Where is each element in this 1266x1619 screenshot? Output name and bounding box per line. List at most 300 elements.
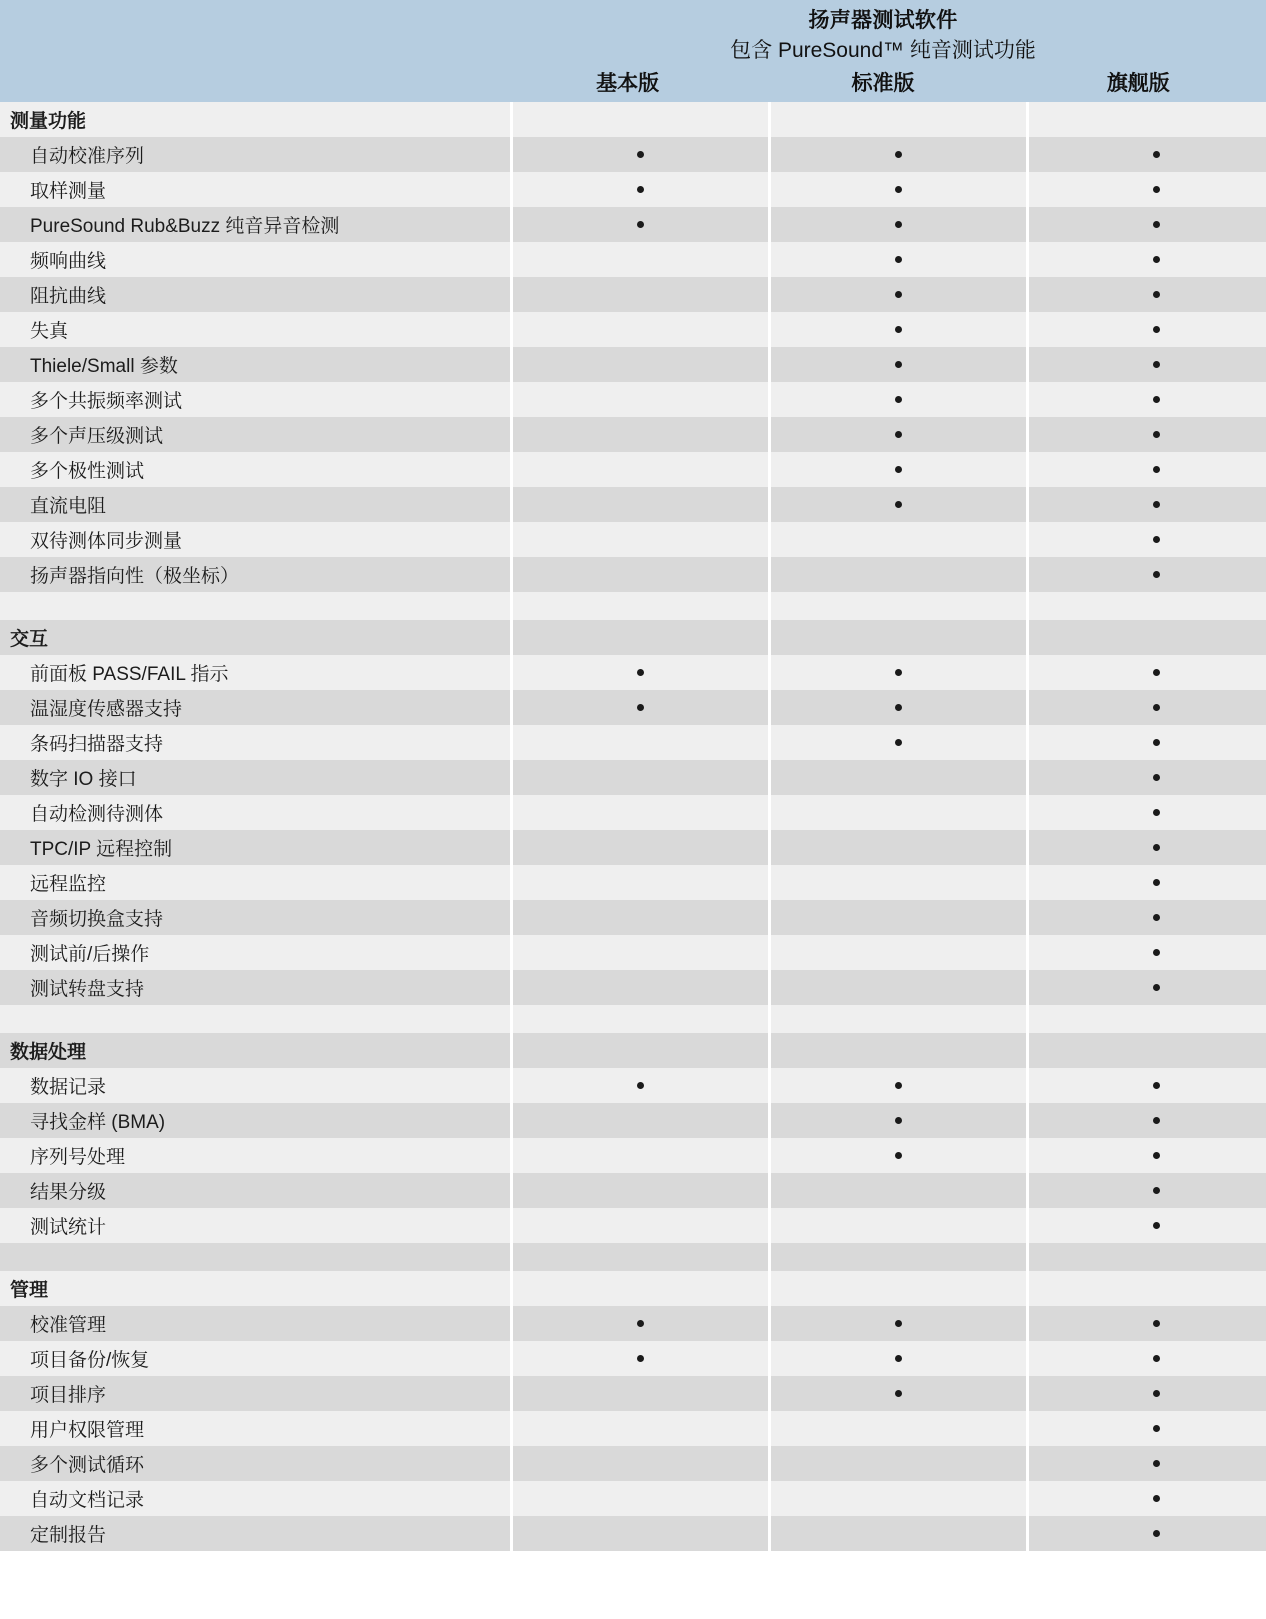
check-dot-icon xyxy=(895,431,902,438)
empty-cell-icon xyxy=(637,774,644,781)
check-dot-icon xyxy=(1153,739,1160,746)
feature-label: 音频切换盒支持 xyxy=(0,900,512,935)
empty-cell-icon xyxy=(895,1495,902,1502)
mark-cell-standard xyxy=(770,1005,1028,1033)
mark-cell-flagship xyxy=(1028,382,1266,417)
mark-cell-standard xyxy=(770,102,1028,137)
mark-cell-basic xyxy=(512,1341,770,1376)
empty-cell-icon xyxy=(895,1222,902,1229)
mark-cell-standard xyxy=(770,1103,1028,1138)
mark-cell-standard xyxy=(770,655,1028,690)
mark-cell-standard xyxy=(770,795,1028,830)
empty-cell-icon xyxy=(637,256,644,263)
section-spacer-row xyxy=(0,1005,1266,1033)
mark-cell-standard xyxy=(770,1068,1028,1103)
empty-cell-icon xyxy=(895,949,902,956)
mark-cell-standard xyxy=(770,382,1028,417)
mark-cell-standard xyxy=(770,725,1028,760)
empty-cell-icon xyxy=(637,466,644,473)
check-dot-icon xyxy=(1153,1530,1160,1537)
feature-row xyxy=(0,487,1266,522)
feature-row xyxy=(0,1411,1266,1446)
check-dot-icon xyxy=(1153,361,1160,368)
empty-cell-icon xyxy=(637,879,644,886)
check-dot-icon xyxy=(637,221,644,228)
feature-label: 校准管理 xyxy=(0,1306,512,1341)
mark-cell-basic xyxy=(512,102,770,137)
mark-cell-flagship xyxy=(1028,522,1266,557)
mark-cell-basic xyxy=(512,207,770,242)
feature-label: 条码扫描器支持 xyxy=(0,725,512,760)
empty-cell-icon xyxy=(637,1530,644,1537)
mark-cell-standard xyxy=(770,1481,1028,1516)
check-dot-icon xyxy=(1153,1355,1160,1362)
empty-cell-icon xyxy=(637,1253,644,1260)
feature-row xyxy=(0,1481,1266,1516)
check-dot-icon xyxy=(1153,1460,1160,1467)
mark-cell-basic xyxy=(512,620,770,655)
feature-label: 取样测量 xyxy=(0,172,512,207)
empty-cell-icon xyxy=(637,634,644,641)
check-dot-icon xyxy=(1153,326,1160,333)
mark-cell-flagship xyxy=(1028,172,1266,207)
check-dot-icon xyxy=(895,151,902,158)
feature-row xyxy=(0,347,1266,382)
feature-label: 阻抗曲线 xyxy=(0,277,512,312)
mark-cell-basic xyxy=(512,1138,770,1173)
check-dot-icon xyxy=(1153,1187,1160,1194)
mark-cell-basic xyxy=(512,970,770,1005)
mark-cell-basic xyxy=(512,1516,770,1551)
feature-row xyxy=(0,557,1266,592)
mark-cell-standard xyxy=(770,137,1028,172)
product-subtitle: 包含 PureSound™ 纯音测试功能 xyxy=(730,39,1036,62)
mark-cell-standard xyxy=(770,865,1028,900)
check-dot-icon xyxy=(895,221,902,228)
empty-cell-icon xyxy=(1153,1253,1160,1260)
feature-row xyxy=(0,137,1266,172)
mark-cell-basic xyxy=(512,690,770,725)
check-dot-icon xyxy=(895,1320,902,1327)
feature-label: 测试转盘支持 xyxy=(0,970,512,1005)
check-dot-icon xyxy=(1153,949,1160,956)
check-dot-icon xyxy=(895,501,902,508)
check-dot-icon xyxy=(895,186,902,193)
check-dot-icon xyxy=(1153,774,1160,781)
mark-cell-flagship xyxy=(1028,347,1266,382)
mark-cell-standard xyxy=(770,277,1028,312)
mark-cell-basic xyxy=(512,1271,770,1306)
check-dot-icon xyxy=(1153,501,1160,508)
feature-row xyxy=(0,1306,1266,1341)
feature-row xyxy=(0,1138,1266,1173)
feature-row xyxy=(0,795,1266,830)
mark-cell-standard xyxy=(770,242,1028,277)
mark-cell-flagship xyxy=(1028,1376,1266,1411)
empty-cell-icon xyxy=(895,602,902,609)
mark-cell-standard xyxy=(770,1138,1028,1173)
mark-cell-standard xyxy=(770,452,1028,487)
mark-cell-flagship xyxy=(1028,725,1266,760)
section-spacer-row xyxy=(0,1243,1266,1271)
empty-cell-icon xyxy=(895,1530,902,1537)
empty-cell-icon xyxy=(895,116,902,123)
check-dot-icon xyxy=(1153,1495,1160,1502)
check-dot-icon xyxy=(895,1355,902,1362)
check-dot-icon xyxy=(637,669,644,676)
spacer-cell xyxy=(0,1005,512,1033)
section-header-row xyxy=(0,620,1266,655)
empty-cell-icon xyxy=(637,291,644,298)
mark-cell-flagship xyxy=(1028,1516,1266,1551)
mark-cell-standard xyxy=(770,620,1028,655)
feature-row xyxy=(0,830,1266,865)
empty-cell-icon xyxy=(637,1117,644,1124)
feature-label: 多个极性测试 xyxy=(0,452,512,487)
mark-cell-flagship xyxy=(1028,137,1266,172)
empty-cell-icon xyxy=(637,949,644,956)
empty-cell-icon xyxy=(637,984,644,991)
mark-cell-flagship xyxy=(1028,690,1266,725)
empty-cell-icon xyxy=(637,536,644,543)
empty-cell-icon xyxy=(1153,1047,1160,1054)
mark-cell-flagship xyxy=(1028,1208,1266,1243)
check-dot-icon xyxy=(1153,1222,1160,1229)
mark-cell-basic xyxy=(512,452,770,487)
mark-cell-basic xyxy=(512,242,770,277)
check-dot-icon xyxy=(1153,669,1160,676)
check-dot-icon xyxy=(895,466,902,473)
empty-cell-icon xyxy=(1153,116,1160,123)
mark-cell-flagship xyxy=(1028,592,1266,620)
mark-cell-flagship xyxy=(1028,102,1266,137)
mark-cell-flagship xyxy=(1028,1481,1266,1516)
empty-cell-icon xyxy=(895,1460,902,1467)
empty-cell-icon xyxy=(637,844,644,851)
mark-cell-flagship xyxy=(1028,935,1266,970)
empty-cell-icon xyxy=(637,1152,644,1159)
mark-cell-basic xyxy=(512,1306,770,1341)
empty-cell-icon xyxy=(637,571,644,578)
mark-cell-flagship xyxy=(1028,1068,1266,1103)
mark-cell-basic xyxy=(512,1446,770,1481)
check-dot-icon xyxy=(1153,466,1160,473)
mark-cell-flagship xyxy=(1028,312,1266,347)
feature-row xyxy=(0,522,1266,557)
spacer-cell xyxy=(0,592,512,620)
mark-cell-basic xyxy=(512,1481,770,1516)
empty-cell-icon xyxy=(637,1425,644,1432)
feature-row xyxy=(0,970,1266,1005)
empty-cell-icon xyxy=(895,1425,902,1432)
empty-cell-icon xyxy=(895,1047,902,1054)
empty-cell-icon xyxy=(637,1390,644,1397)
feature-label: 数据记录 xyxy=(0,1068,512,1103)
check-dot-icon xyxy=(637,1082,644,1089)
column-header-flagship: 旗舰版 xyxy=(1106,72,1170,95)
mark-cell-standard xyxy=(770,312,1028,347)
check-dot-icon xyxy=(1153,186,1160,193)
empty-cell-icon xyxy=(895,914,902,921)
feature-label: 寻找金样 (BMA) xyxy=(0,1103,512,1138)
mark-cell-basic xyxy=(512,347,770,382)
mark-cell-basic xyxy=(512,277,770,312)
feature-row xyxy=(0,935,1266,970)
empty-cell-icon xyxy=(637,602,644,609)
empty-cell-icon xyxy=(637,116,644,123)
feature-row xyxy=(0,900,1266,935)
feature-label: 温湿度传感器支持 xyxy=(0,690,512,725)
feature-label: 双待测体同步测量 xyxy=(0,522,512,557)
empty-cell-icon xyxy=(895,571,902,578)
check-dot-icon xyxy=(637,1320,644,1327)
mark-cell-standard xyxy=(770,935,1028,970)
empty-cell-icon xyxy=(895,1015,902,1022)
feature-row xyxy=(0,417,1266,452)
empty-cell-icon xyxy=(637,914,644,921)
mark-cell-flagship xyxy=(1028,1033,1266,1068)
feature-label: 直流电阻 xyxy=(0,487,512,522)
feature-label: 数字 IO 接口 xyxy=(0,760,512,795)
mark-cell-basic xyxy=(512,865,770,900)
feature-row xyxy=(0,452,1266,487)
mark-cell-basic xyxy=(512,1033,770,1068)
mark-cell-flagship xyxy=(1028,655,1266,690)
check-dot-icon xyxy=(895,1390,902,1397)
check-dot-icon xyxy=(1153,704,1160,711)
section-spacer-row xyxy=(0,592,1266,620)
mark-cell-standard xyxy=(770,417,1028,452)
feature-label: 扬声器指向性（极坐标） xyxy=(0,557,512,592)
mark-cell-standard xyxy=(770,970,1028,1005)
empty-cell-icon xyxy=(637,739,644,746)
feature-label: 多个共振频率测试 xyxy=(0,382,512,417)
feature-row xyxy=(0,760,1266,795)
mark-cell-standard xyxy=(770,487,1028,522)
mark-cell-basic xyxy=(512,172,770,207)
section-header-row xyxy=(0,1271,1266,1306)
mark-cell-basic xyxy=(512,900,770,935)
feature-label: PureSound Rub&Buzz 纯音异音检测 xyxy=(0,207,512,242)
check-dot-icon xyxy=(1153,221,1160,228)
feature-label: 自动文档记录 xyxy=(0,1481,512,1516)
mark-cell-flagship xyxy=(1028,557,1266,592)
empty-cell-icon xyxy=(637,1285,644,1292)
feature-row xyxy=(0,1208,1266,1243)
check-dot-icon xyxy=(1153,256,1160,263)
mark-cell-standard xyxy=(770,592,1028,620)
check-dot-icon xyxy=(895,704,902,711)
feature-row xyxy=(0,690,1266,725)
mark-cell-flagship xyxy=(1028,1243,1266,1271)
mark-cell-flagship xyxy=(1028,1103,1266,1138)
empty-cell-icon xyxy=(637,396,644,403)
empty-cell-icon xyxy=(895,1253,902,1260)
mark-cell-basic xyxy=(512,312,770,347)
feature-row xyxy=(0,1446,1266,1481)
empty-cell-icon xyxy=(895,536,902,543)
check-dot-icon xyxy=(1153,1425,1160,1432)
feature-row xyxy=(0,725,1266,760)
feature-row xyxy=(0,1516,1266,1551)
mark-cell-standard xyxy=(770,1243,1028,1271)
check-dot-icon xyxy=(1153,1082,1160,1089)
check-dot-icon xyxy=(1153,809,1160,816)
column-header-standard: 标准版 xyxy=(851,72,915,95)
feature-label: Thiele/Small 参数 xyxy=(0,347,512,382)
empty-cell-icon xyxy=(1153,634,1160,641)
empty-cell-icon xyxy=(637,1187,644,1194)
feature-label: 测试前/后操作 xyxy=(0,935,512,970)
feature-label: 序列号处理 xyxy=(0,1138,512,1173)
mark-cell-standard xyxy=(770,690,1028,725)
check-dot-icon xyxy=(1153,984,1160,991)
mark-cell-standard xyxy=(770,1033,1028,1068)
check-dot-icon xyxy=(637,1355,644,1362)
check-dot-icon xyxy=(637,704,644,711)
mark-cell-standard xyxy=(770,172,1028,207)
feature-row xyxy=(0,655,1266,690)
mark-cell-basic xyxy=(512,1103,770,1138)
mark-cell-flagship xyxy=(1028,830,1266,865)
feature-label: 项目备份/恢复 xyxy=(0,1341,512,1376)
mark-cell-basic xyxy=(512,1243,770,1271)
check-dot-icon xyxy=(1153,431,1160,438)
check-dot-icon xyxy=(1153,844,1160,851)
check-dot-icon xyxy=(1153,396,1160,403)
empty-cell-icon xyxy=(895,809,902,816)
feature-label: 自动检测待测体 xyxy=(0,795,512,830)
check-dot-icon xyxy=(1153,1320,1160,1327)
feature-label: 用户权限管理 xyxy=(0,1411,512,1446)
feature-row xyxy=(0,242,1266,277)
check-dot-icon xyxy=(895,1117,902,1124)
version-column-headers xyxy=(0,66,1266,102)
empty-cell-icon xyxy=(895,774,902,781)
section-title: 交互 xyxy=(0,620,512,655)
mark-cell-flagship xyxy=(1028,620,1266,655)
empty-cell-icon xyxy=(895,1187,902,1194)
check-dot-icon xyxy=(895,361,902,368)
check-dot-icon xyxy=(1153,1390,1160,1397)
empty-cell-icon xyxy=(637,1047,644,1054)
mark-cell-basic xyxy=(512,1208,770,1243)
mark-cell-standard xyxy=(770,1446,1028,1481)
mark-cell-standard xyxy=(770,1271,1028,1306)
mark-cell-flagship xyxy=(1028,900,1266,935)
empty-cell-icon xyxy=(637,1495,644,1502)
empty-cell-icon xyxy=(895,1285,902,1292)
check-dot-icon xyxy=(1153,879,1160,886)
column-header-basic: 基本版 xyxy=(596,72,660,95)
feature-row xyxy=(0,1376,1266,1411)
table-header xyxy=(0,0,1266,102)
mark-cell-basic xyxy=(512,382,770,417)
mark-cell-standard xyxy=(770,522,1028,557)
section-title: 测量功能 xyxy=(0,102,512,137)
mark-cell-standard xyxy=(770,1411,1028,1446)
feature-row xyxy=(0,1173,1266,1208)
header-title-block xyxy=(0,6,1266,66)
mark-cell-basic xyxy=(512,760,770,795)
section-title: 管理 xyxy=(0,1271,512,1306)
mark-cell-flagship xyxy=(1028,207,1266,242)
mark-cell-flagship xyxy=(1028,1446,1266,1481)
mark-cell-flagship xyxy=(1028,1173,1266,1208)
mark-cell-flagship xyxy=(1028,452,1266,487)
check-dot-icon xyxy=(1153,151,1160,158)
empty-cell-icon xyxy=(895,634,902,641)
mark-cell-flagship xyxy=(1028,760,1266,795)
mark-cell-standard xyxy=(770,1376,1028,1411)
check-dot-icon xyxy=(895,669,902,676)
section-header-row xyxy=(0,102,1266,137)
feature-label: 多个测试循环 xyxy=(0,1446,512,1481)
mark-cell-basic xyxy=(512,137,770,172)
empty-cell-icon xyxy=(637,1015,644,1022)
mark-cell-standard xyxy=(770,830,1028,865)
mark-cell-standard xyxy=(770,1208,1028,1243)
mark-cell-flagship xyxy=(1028,865,1266,900)
mark-cell-standard xyxy=(770,347,1028,382)
section-header-row xyxy=(0,1033,1266,1068)
mark-cell-standard xyxy=(770,557,1028,592)
check-dot-icon xyxy=(895,396,902,403)
mark-cell-flagship xyxy=(1028,242,1266,277)
feature-row xyxy=(0,865,1266,900)
feature-label: 远程监控 xyxy=(0,865,512,900)
mark-cell-standard xyxy=(770,1173,1028,1208)
empty-cell-icon xyxy=(637,1460,644,1467)
mark-cell-standard xyxy=(770,207,1028,242)
empty-cell-icon xyxy=(895,879,902,886)
mark-cell-flagship xyxy=(1028,1138,1266,1173)
feature-row xyxy=(0,207,1266,242)
feature-row xyxy=(0,382,1266,417)
mark-cell-basic xyxy=(512,557,770,592)
feature-label: 定制报告 xyxy=(0,1516,512,1551)
mark-cell-standard xyxy=(770,900,1028,935)
mark-cell-basic xyxy=(512,592,770,620)
empty-cell-icon xyxy=(637,326,644,333)
mark-cell-basic xyxy=(512,487,770,522)
mark-cell-basic xyxy=(512,655,770,690)
feature-label: 频响曲线 xyxy=(0,242,512,277)
mark-cell-standard xyxy=(770,1341,1028,1376)
check-dot-icon xyxy=(1153,571,1160,578)
mark-cell-basic xyxy=(512,725,770,760)
empty-cell-icon xyxy=(1153,1285,1160,1292)
mark-cell-flagship xyxy=(1028,1411,1266,1446)
check-dot-icon xyxy=(1153,914,1160,921)
feature-label: 自动校准序列 xyxy=(0,137,512,172)
feature-label: 失真 xyxy=(0,312,512,347)
empty-cell-icon xyxy=(895,984,902,991)
feature-row xyxy=(0,1103,1266,1138)
mark-cell-basic xyxy=(512,1005,770,1033)
feature-matrix-table xyxy=(0,102,1266,1551)
empty-cell-icon xyxy=(637,361,644,368)
mark-cell-basic xyxy=(512,795,770,830)
mark-cell-flagship xyxy=(1028,1341,1266,1376)
mark-cell-basic xyxy=(512,1173,770,1208)
mark-cell-basic xyxy=(512,830,770,865)
empty-cell-icon xyxy=(637,1222,644,1229)
feature-row xyxy=(0,172,1266,207)
mark-cell-flagship xyxy=(1028,417,1266,452)
mark-cell-flagship xyxy=(1028,277,1266,312)
feature-label: 测试统计 xyxy=(0,1208,512,1243)
